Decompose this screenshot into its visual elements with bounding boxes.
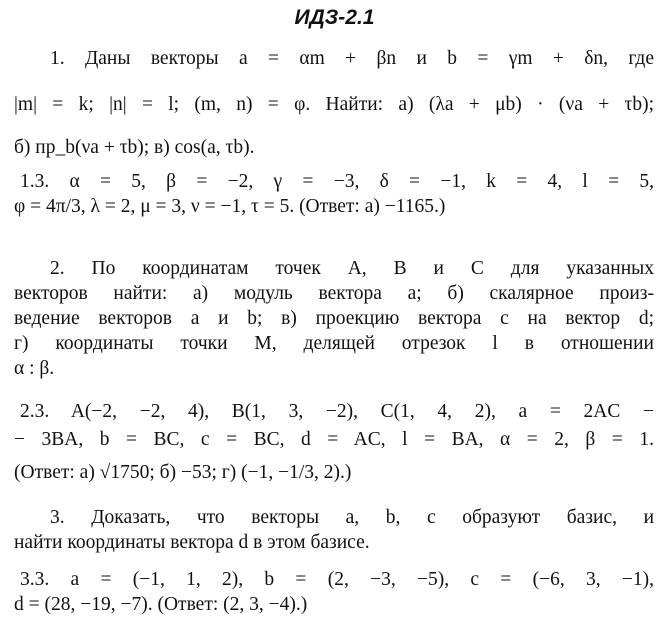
task-2-line-2: векторов найти: а) модуль вектора a; б) скалярное произ- <box>14 283 654 304</box>
task-1-line-1: 1. Даны векторы a = αm + βn и b = γm + δn, где <box>50 48 654 69</box>
variant-3-3-line-1: 3.3. a = (−1, 1, 2), b = (2, −3, −5), c = (−6, 3, −1), <box>20 569 654 590</box>
task-2-line-5: α : β. <box>14 358 55 379</box>
task-1-line-3: б) пр_b(νa + τb); в) cos(a, τb). <box>14 137 255 158</box>
task-2-line-4: г) координаты точки M, делящей отрезок l в отношении <box>14 333 654 354</box>
variant-2-3-line-2: − 3BA, b = BC, c = BC, d = AC, l = BA, α = 2, β = 1. <box>14 429 654 450</box>
variant-2-3-line-3: (Ответ: а) √1750; б) −53; г) (−1, −1/3, 2).) <box>14 462 352 483</box>
document-title: ИДЗ-2.1 <box>294 6 375 29</box>
variant-1-3-line-1: 1.3. α = 5, β = −2, γ = −3, δ = −1, k = 4, l = 5, <box>20 171 654 192</box>
task-3-line-1: 3. Доказать, что векторы a, b, c образуют базис, и <box>50 507 654 528</box>
variant-1-3-line-2: φ = 4π/3, λ = 2, μ = 3, ν = −1, τ = 5. (Ответ: а) −1165.) <box>14 196 446 217</box>
task-3-line-2: найти координаты вектора d в этом базисе. <box>14 532 370 553</box>
task-2-line-3: ведение векторов a и b; в) проекцию вектора c на вектор d; <box>14 308 654 329</box>
task-1-line-2: |m| = k; |n| = l; (m, n) = φ. Найти: а) (λa + μb) · (νa + τb); <box>14 94 654 115</box>
task-2-line-1: 2. По координатам точек A, B и C для указанных <box>50 258 654 279</box>
variant-2-3-line-1: 2.3. A(−2, −2, 4), B(1, 3, −2), C(1, 4, 2), a = 2AC − <box>20 401 654 422</box>
variant-3-3-line-2: d = (28, −19, −7). (Ответ: (2, 3, −4).) <box>14 594 308 615</box>
